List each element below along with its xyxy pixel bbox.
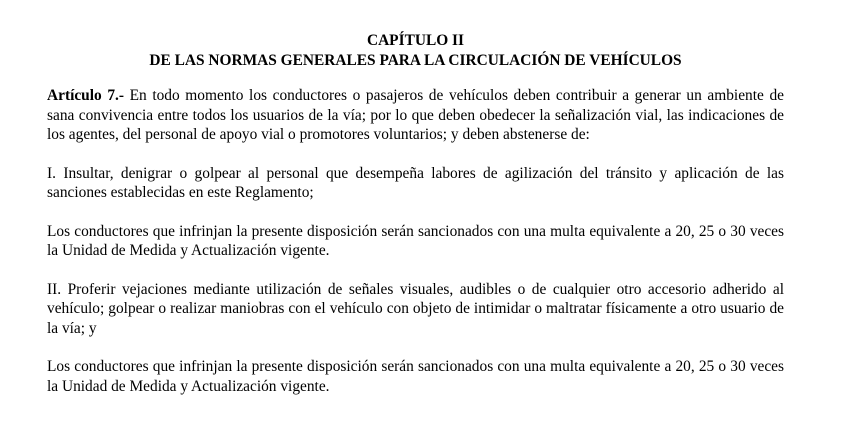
chapter-number: CAPÍTULO II: [366, 32, 465, 49]
fraction-i-text: I. Insultar, denigrar o golpear al personal que desempeña labores de agilización del tránsito y aplicación de las sanciones establecidas en este Reglamento;: [47, 164, 784, 201]
chapter-title: DE LAS NORMAS GENERALES PARA LA CIRCULACIÓN DE VEHÍCULOS: [149, 52, 682, 69]
article-label: Artículo 7.-: [47, 87, 124, 104]
document-page: [47, 31, 784, 396]
chapter-heading: [47, 31, 784, 71]
fraction-ii-sanction: Los conductores que infrinjan la presente disposición serán sancionados con una multa equivalente a 20, 25 o 30 veces la Unidad de Medida y Actualización vigente.: [47, 358, 784, 395]
article-7-intro: [47, 86, 784, 145]
article-intro-text: En todo momento los conductores o pasajeros de vehículos deben contribuir a generar un ambiente de sana convivencia entre todos los usuarios de la vía; por lo que deben obedecer la señalización vial, las indicaciones de los agentes, del personal de apoyo vial o promotores voluntarios; y deben abstenerse de:: [47, 87, 784, 143]
fraction-ii-text: II. Proferir vejaciones mediante utilización de señales visuales, audibles o de cualquier otro accesorio adherido al vehículo; golpear o realizar maniobras con el vehículo con objeto de intimidar o maltratar físicamente a otro usuario de la vía; y: [47, 280, 784, 337]
fraction-i-sanction: Los conductores que infrinjan la presente disposición serán sancionados con una multa equivalente a 20, 25 o 30 veces la Unidad de Medida y Actualización vigente.: [47, 222, 784, 259]
